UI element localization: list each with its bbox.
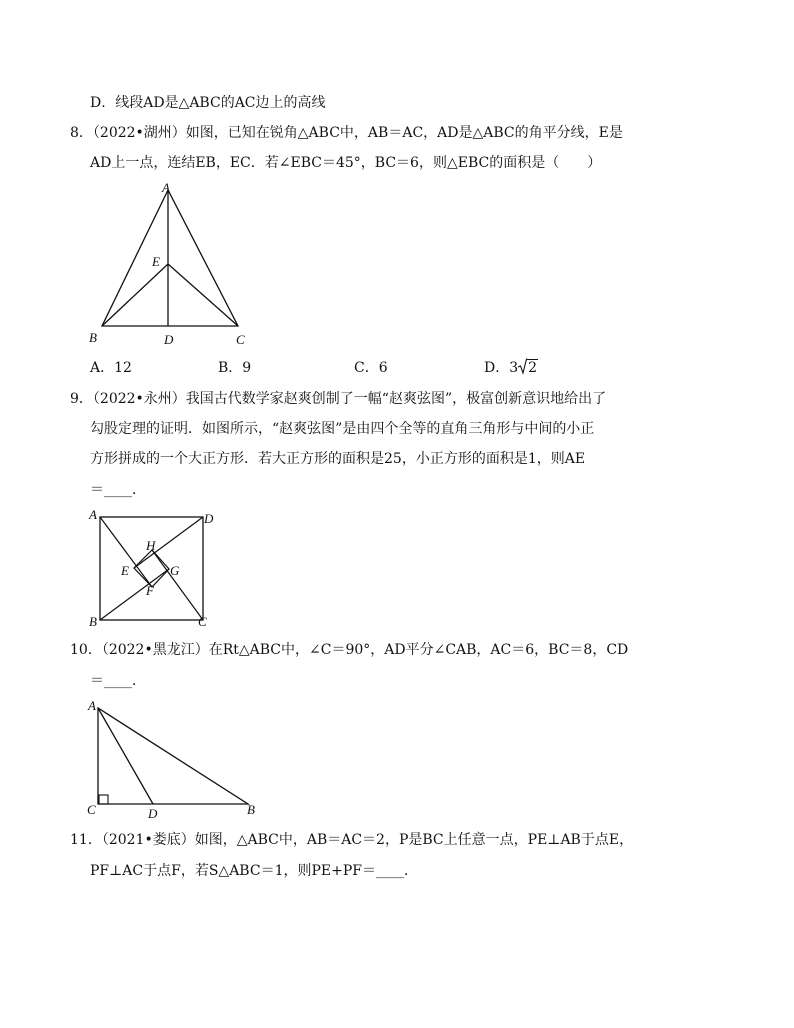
fig9-label-b: B bbox=[89, 614, 97, 629]
question-9-line-2: 勾股定理的证明．如图所示，“赵爽弦图”是由四个全等的直角三角形与中间的小正 bbox=[90, 421, 595, 437]
q8-option-d bbox=[484, 358, 538, 378]
fig8-label-e: E bbox=[152, 254, 160, 269]
question-8-line-2: AD上一点，连结EB，EC．若∠EBC＝45°，BC＝6，则△EBC的面积是（ ） bbox=[90, 155, 602, 171]
fig9-label-c: C bbox=[198, 614, 207, 629]
q8-option-d-radicand: 2 bbox=[528, 360, 538, 376]
question-9-line-3: 方形拼成的一个大正方形．若大正方形的面积是25，小正方形的面积是1，则AE bbox=[90, 451, 586, 467]
figure-q8-triangle bbox=[84, 180, 264, 352]
sqrt-sign-icon bbox=[518, 358, 527, 375]
question-11-line-1: 11．（2021•娄底）如图，△ABC中，AB＝AC＝2，P是BC上任意一点，PE⊥AB于点E， bbox=[70, 832, 634, 848]
fig10-label-b: B bbox=[247, 802, 255, 817]
q8-option-c: C．6 bbox=[354, 360, 388, 376]
figure-q10-right-triangle bbox=[84, 696, 264, 824]
fig9-label-f: F bbox=[146, 583, 154, 598]
figure-q9-zhao-shuang-diagram bbox=[86, 505, 226, 630]
fig9-label-a: A bbox=[89, 507, 97, 522]
fig9-label-h: H bbox=[146, 538, 156, 553]
q8-option-b: B．9 bbox=[218, 360, 252, 376]
fig8-label-a: A bbox=[162, 180, 170, 195]
question-9-line-1: 9．（2022•永州）我国古代数学家赵爽创制了一幅“赵爽弦图”，极富创新意识地给出了 bbox=[70, 391, 607, 407]
fig10-label-d: D bbox=[148, 806, 158, 821]
fig8-label-b: B bbox=[89, 330, 97, 345]
fig8-label-c: C bbox=[236, 332, 245, 347]
fig9-label-d: D bbox=[204, 511, 214, 526]
q8-option-d-prefix: D．3 bbox=[484, 360, 519, 376]
q8-option-a: A．12 bbox=[90, 360, 132, 376]
fig10-label-a: A bbox=[88, 698, 96, 713]
question-8-line-1: 8．（2022•湖州）如图，已知在锐角△ABC中，AB＝AC，AD是△ABC的角平分线，E是 bbox=[70, 125, 623, 141]
question-11-line-2: PF⊥AC于点F，若S△ABC＝1，则PE+PF＝____． bbox=[90, 863, 418, 879]
option-d-line: D．线段AD是△ABC的AC边上的高线 bbox=[90, 95, 326, 111]
fig10-label-c: C bbox=[87, 802, 96, 817]
fig8-label-d: D bbox=[164, 332, 174, 347]
question-9-line-4: ＝____． bbox=[90, 482, 146, 498]
fig9-label-g: G bbox=[170, 563, 180, 578]
question-10-line-1: 10．（2022•黑龙江）在Rt△ABC中，∠C＝90°，AD平分∠CAB，AC＝6，BC＝8，CD bbox=[70, 642, 629, 658]
fig9-label-e: E bbox=[121, 563, 129, 578]
question-10-line-2: ＝____． bbox=[90, 673, 146, 689]
